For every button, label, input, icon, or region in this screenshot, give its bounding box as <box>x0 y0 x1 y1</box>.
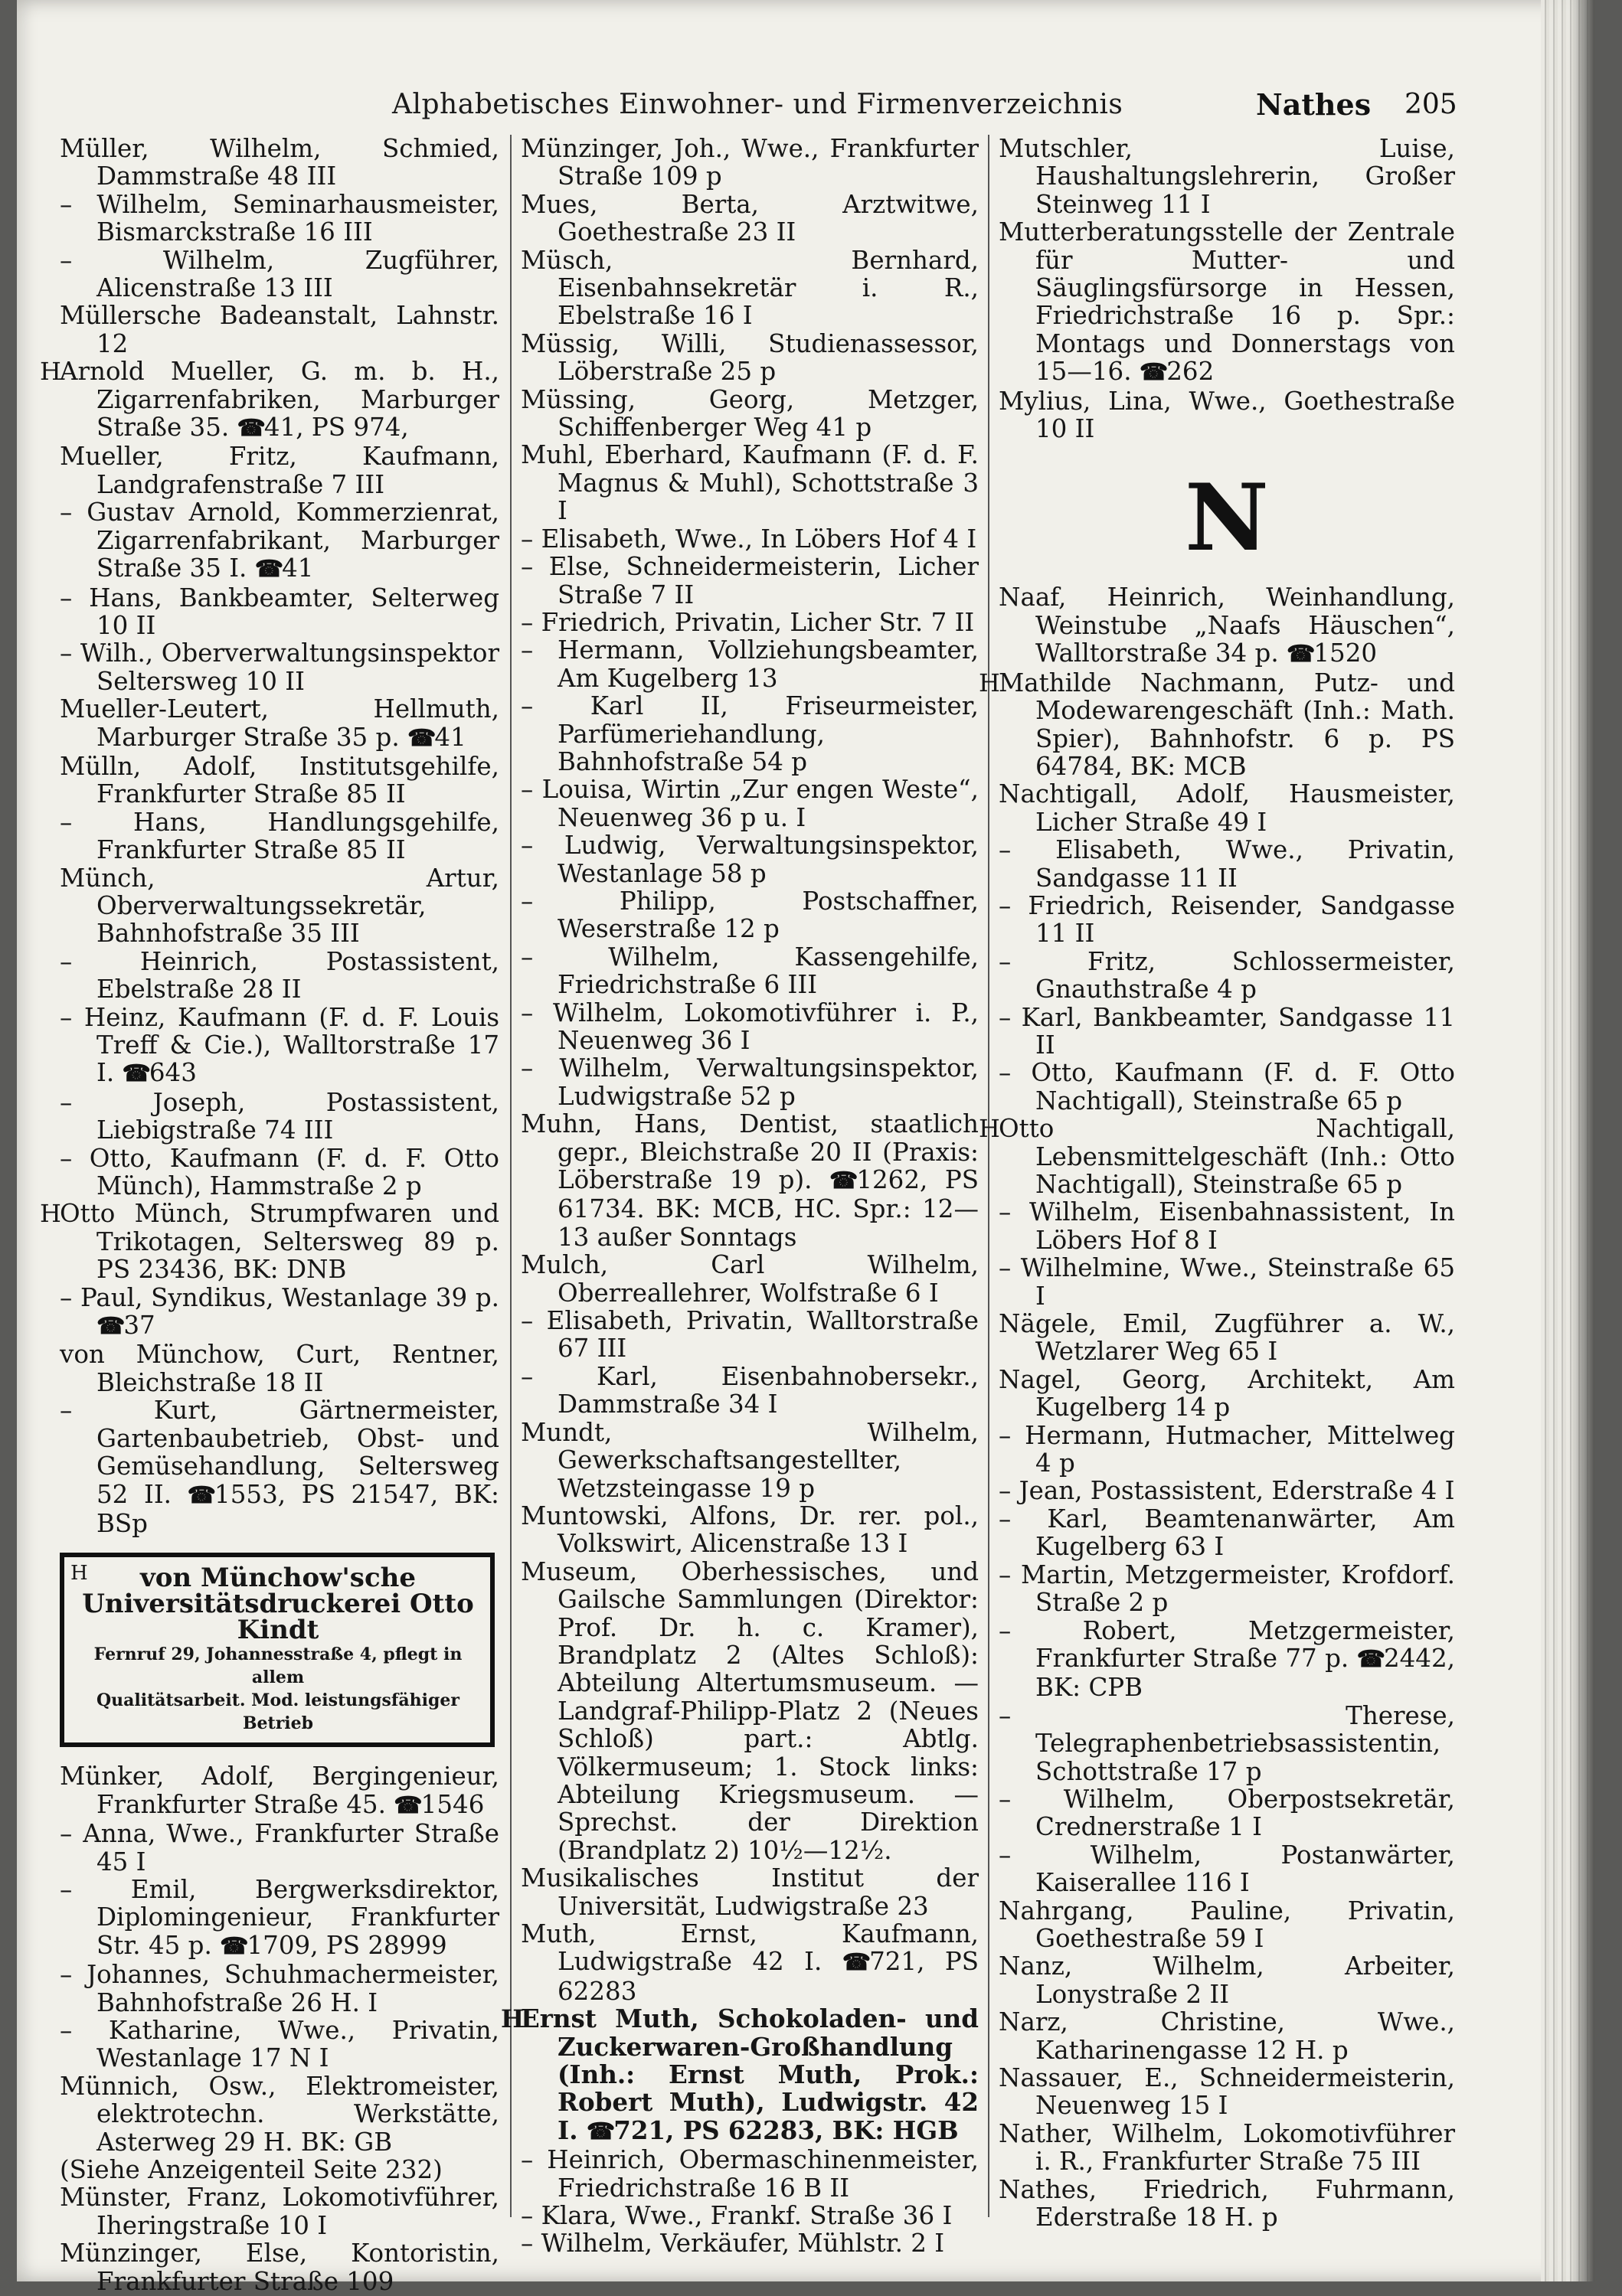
phone-number: 1262, PS 61734. BK: MCB, HC. Spr.: 12—13 außer Sonntags <box>558 1165 979 1252</box>
entry-text: Mutterberatungsstelle der Zentrale für Mutter- und Säuglingsfürsorge in Hessen, Friedrichstraße 16 p. Spr.: Montags und Donnerstags von 15—16. <box>999 217 1455 387</box>
phone-handset-icon: ☎ <box>1286 641 1314 668</box>
entry-text: – Klara, Wwe., Frankf. Straße 36 I <box>521 2201 953 2231</box>
entry-text: – Wilhelm, Oberpostsekretär, Crednerstraße 1 I <box>999 1784 1455 1842</box>
phone-handset-icon: ☎ <box>842 1949 870 1977</box>
directory-entry <box>521 441 979 524</box>
entry-text: – Hans, Handlungsgehilfe, Frankfurter Straße 85 II <box>60 807 499 865</box>
directory-entry <box>521 1920 979 2005</box>
directory-entry <box>521 2146 979 2202</box>
ad-marker: H <box>70 1562 88 1586</box>
phone-number: 1546 <box>420 1789 485 1819</box>
directory-entry <box>999 836 1455 892</box>
entry-text: – Philipp, Postschaffner, Weserstraße 12 p <box>521 886 979 944</box>
directory-entry <box>60 302 499 358</box>
directory-entry <box>999 1477 1455 1504</box>
entry-text: – Wilhelm, Seminarhausmeister, Bismarckstraße 16 III <box>60 189 499 247</box>
entry-text: – Karl II, Friseurmeister, Parfümeriehandlung, Bahnhofstraße 54 p <box>521 691 979 776</box>
directory-entry <box>60 498 499 583</box>
entry-text: – Heinrich, Postassistent, Ebelstraße 28 II <box>60 946 499 1004</box>
directory-entry <box>60 443 499 498</box>
directory-entry <box>999 1422 1455 1478</box>
phone-handset-icon: ☎ <box>254 556 283 583</box>
directory-entry <box>999 2064 1455 2120</box>
entry-text: Mues, Berta, Arztwitwe, Goethestraße 23 II <box>521 189 979 247</box>
entry-text: Mueller, Fritz, Kaufmann, Landgrafenstraße 7 III <box>60 442 499 499</box>
directory-entry <box>60 753 499 808</box>
directory-entry <box>60 1004 499 1089</box>
catchword: Nathes <box>1256 87 1372 122</box>
directory-entry <box>60 808 499 864</box>
entry-text: Müllersche Badeanstalt, Lahnstr. 12 <box>60 301 499 358</box>
phone-number: 41 <box>434 722 466 752</box>
directory-entry <box>999 1952 1455 2008</box>
entry-text: – Wilh., Oberverwaltungsinspektor Seltersweg 10 II <box>60 639 499 696</box>
directory-entry <box>60 247 499 302</box>
entry-text: Münch, Artur, Oberverwaltungssekretär, Bahnhofstraße 35 III <box>60 863 499 949</box>
directory-entry <box>999 583 1455 668</box>
house-owner-marker: H <box>979 1114 1000 1144</box>
phone-handset-icon: ☎ <box>394 1791 421 1819</box>
directory-entry <box>521 1558 979 1864</box>
directory-entry <box>521 887 979 943</box>
directory-entry <box>521 1307 979 1363</box>
column-rule-left <box>510 135 512 2217</box>
directory-entry <box>999 948 1455 1004</box>
house-owner-marker: H <box>501 2004 525 2034</box>
directory-entry <box>60 639 499 695</box>
directory-entry <box>521 247 979 330</box>
entry-text: Nahrgang, Pauline, Privatin, Goethestraße 59 I <box>999 1896 1455 1953</box>
entry-text: Nassauer, E., Schneidermeisterin, Neuenweg 15 I <box>999 2063 1455 2121</box>
entry-text: Müsch, Bernhard, Eisenbahnsekretär i. R., Ebelstraße 16 I <box>521 245 979 331</box>
ad-contact-line: Fernruf 29, Johannesstraße 4, pflegt in allem <box>93 1644 463 1688</box>
directory-entry <box>60 2239 499 2295</box>
directory-entry <box>999 780 1455 836</box>
entry-text: Musikalisches Institut der Universität, Ludwigstraße 23 <box>521 1863 979 1921</box>
entry-text: Münnich, Osw., Elektromeister, elektrotechn. Werkstätte, Asterweg 29 H. BK: GB <box>60 2071 499 2157</box>
phone-number: 2442, BK: CPB <box>1035 1643 1455 1703</box>
directory-entry <box>521 135 979 191</box>
directory-entry <box>999 1254 1455 1310</box>
directory-entry <box>40 357 499 443</box>
directory-entry <box>60 2156 499 2183</box>
column-middle <box>501 134 979 2258</box>
entry-text: Muhn, Hans, Dentist, staatlich gepr., Bleichstraße 20 II (Praxis: Löberstraße 19 p). <box>521 1109 979 1195</box>
phone-handset-icon: ☎ <box>96 1313 124 1341</box>
entry-text: – Gustav Arnold, Kommerzienrat, Zigarrenfabrikant, Marburger Straße 35 I. <box>60 498 499 583</box>
entry-text: Mylius, Lina, Wwe., Goethestraße 10 II <box>999 386 1455 444</box>
directory-entry <box>60 2017 499 2072</box>
directory-entry <box>521 831 979 887</box>
directory-entry <box>999 1785 1455 1841</box>
entry-text: Muth, Ernst, Kaufmann, Ludwigstraße 42 I. <box>521 1919 979 1977</box>
directory-entry <box>60 695 499 753</box>
directory-entry <box>999 1841 1455 1897</box>
entry-text: – Robert, Metzgermeister, Frankfurter Straße 77 p. <box>999 1615 1455 1673</box>
entry-text: – Elisabeth, Wwe., Privatin, Sandgasse 11 II <box>999 835 1455 893</box>
directory-entry <box>60 1341 499 1396</box>
directory-entry <box>979 1114 1455 1199</box>
directory-entry <box>521 2229 979 2257</box>
phone-number: 721, PS 62283 <box>558 1947 979 2006</box>
directory-entry <box>521 553 979 609</box>
phone-handset-icon: ☎ <box>237 415 264 443</box>
phone-handset-icon: ☎ <box>1356 1645 1384 1673</box>
directory-entry <box>999 1561 1455 1617</box>
directory-entry <box>979 668 1455 781</box>
directory-entry <box>60 1089 499 1145</box>
directory-entry <box>999 135 1455 218</box>
entry-text: – Hermann, Hutmacher, Mittelweg 4 p <box>999 1420 1455 1478</box>
directory-entry <box>521 943 979 999</box>
entry-text: Otto Münch, Strumpfwaren und Trikotagen, Seltersweg 89 p. PS 23436, BK: DNB <box>60 1199 499 1285</box>
directory-entry <box>521 609 979 636</box>
directory-entry <box>521 1054 979 1110</box>
directory-entry <box>60 1284 499 1341</box>
entry-text: Mathilde Nachmann, Putz- und Modewarengeschäft (Inh.: Math. Spier), Bahnhofstr. 6 p. PS 64784, BK: MCB <box>999 668 1455 781</box>
entry-text: – Anna, Wwe., Frankfurter Straße 45 I <box>60 1819 499 1876</box>
entry-text: – Wilhelm, Lokomotivführer i. P., Neuenweg 36 I <box>521 998 979 1055</box>
entry-text: Münzinger, Joh., Wwe., Frankfurter Straße 109 p <box>521 134 979 191</box>
phone-number: 643 <box>149 1058 197 1088</box>
house-owner-marker: H <box>40 1199 61 1229</box>
directory-entry <box>60 1961 499 2017</box>
entry-text: – Wilhelm, Verwaltungsinspektor, Ludwigstraße 52 p <box>521 1053 979 1111</box>
phone-handset-icon: ☎ <box>187 1481 215 1509</box>
entry-text: – Wilhelm, Zugführer, Alicenstraße 13 III <box>60 245 499 303</box>
entry-text: Müssig, Willi, Studienassessor, Löberstraße 25 p <box>521 328 979 387</box>
ad-company-name: Universitätsdruckerei Otto Kindt <box>82 1589 474 1646</box>
directory-entry <box>60 584 499 640</box>
directory-page <box>17 0 1594 2296</box>
directory-entry <box>60 2183 499 2239</box>
entry-text: – Martin, Metzgermeister, Krofdorf. Straße 2 p <box>999 1560 1455 1618</box>
directory-entry <box>60 1820 499 1876</box>
directory-entry <box>999 1505 1455 1561</box>
directory-entry <box>521 1110 979 1251</box>
directory-entry <box>60 948 499 1004</box>
entry-text: – Karl, Beamtenanwärter, Am Kugelberg 63 I <box>999 1504 1455 1562</box>
directory-entry <box>521 191 979 247</box>
entry-text: – Joseph, Postassistent, Liebigstraße 74 III <box>60 1087 499 1145</box>
phone-number: 41 <box>282 554 314 583</box>
ad-headline: von Münchow'sche <box>139 1563 417 1594</box>
phone-handset-icon: ☎ <box>122 1060 149 1088</box>
directory-entry <box>60 135 499 191</box>
directory-entry <box>60 191 499 247</box>
phone-handset-icon: ☎ <box>586 2118 614 2145</box>
entry-text: Mundt, Wilhelm, Gewerkschaftsangestellter, Wetzsteingasse 19 p <box>521 1417 979 1503</box>
entry-text: – Else, Schneidermeisterin, Licher Straße 7 II <box>521 552 979 609</box>
entry-text: von Münchow, Curt, Rentner, Bleichstraße 18 II <box>60 1340 499 1397</box>
entry-text: – Therese, Telegraphenbetriebsassistentin, Schottstraße 17 p <box>999 1700 1455 1786</box>
entry-text: – Wilhelm, Eisenbahnassistent, In Löbers Hof 8 I <box>999 1197 1455 1255</box>
entry-text: Otto Nachtigall, Lebensmittelgeschäft (Inh.: Otto Nachtigall), Steinstraße 65 p <box>999 1114 1455 1199</box>
directory-entry <box>521 692 979 776</box>
entry-text: – Hans, Bankbeamter, Selterweg 10 II <box>60 583 499 640</box>
entry-text: Muhl, Eberhard, Kaufmann (F. d. F. Magnus & Muhl), Schottstraße 3 I <box>521 440 979 526</box>
directory-entry <box>521 330 979 386</box>
directory-entry <box>521 776 979 831</box>
entry-text: Nägele, Emil, Zugführer a. W., Wetzlarer Weg 65 I <box>999 1309 1455 1367</box>
entry-text: – Heinrich, Obermaschinenmeister, Friedrichstraße 16 B II <box>521 2145 979 2203</box>
directory-entry <box>60 1762 499 1820</box>
entry-text: – Friedrich, Privatin, Licher Str. 7 II <box>521 607 975 637</box>
phone-handset-icon: ☎ <box>220 1932 247 1960</box>
column-left <box>40 134 499 2296</box>
phone-number: 37 <box>123 1311 155 1341</box>
entry-text: – Johannes, Schuhmachermeister, Bahnhofstraße 26 H. I <box>60 1960 499 2017</box>
entry-text: Münzinger, Else, Kontoristin, Frankfurter Straße 109 <box>60 2239 499 2296</box>
ad-tagline: Qualitätsarbeit. Mod. leistungsfähiger Betrieb <box>96 1690 459 1734</box>
entry-text: – Katharine, Wwe., Privatin, Westanlage 17 N I <box>60 2015 499 2073</box>
advertisement-box <box>60 1553 495 1747</box>
directory-entry <box>999 1004 1455 1060</box>
directory-entry <box>60 1876 499 1961</box>
directory-entry <box>60 1396 499 1537</box>
entry-text: – Otto, Kaufmann (F. d. F. Otto Münch), Hammstraße 2 p <box>60 1143 499 1201</box>
phone-handset-icon: ☎ <box>1139 359 1167 387</box>
entry-text: – Elisabeth, Privatin, Walltorstraße 67 III <box>521 1306 979 1364</box>
entry-text: Nanz, Wilhelm, Arbeiter, Lonystraße 2 II <box>999 1951 1455 2009</box>
entry-text: – Louisa, Wirtin „Zur engen Weste“, Neuenweg 36 p u. I <box>521 775 979 832</box>
directory-entry <box>999 892 1455 948</box>
column-right <box>979 134 1455 2232</box>
entry-text: Mutschler, Luise, Haushaltungslehrerin, Großer Steinweg 11 I <box>999 134 1455 219</box>
phone-number: 1520 <box>1313 639 1378 668</box>
entry-text: – Karl, Eisenbahnobersekr., Dammstraße 34 I <box>521 1361 979 1419</box>
entry-text: – Kurt, Gärtnermeister, Gartenbaubetrieb, Obst- und Gemüsehandlung, Seltersweg 52 II. <box>60 1396 499 1509</box>
entry-text: – Paul, Syndikus, Westanlage 39 p. <box>60 1282 499 1312</box>
entry-text: Museum, Oberhessisches, und Gailsche Sammlungen (Direktor: Prof. Dr. h. c. Kramer), Brandplatz 2 (Altes Schloß): Abteilung Altertumsmuseum. — Landgraf-Philipp-Platz 2 (Neues Schloß) part.: Abtlg. Völkermuseum; 1. Stock links: Abteilung Kriegsmuseum. — Sprechst. der Direktion (Brandplatz 2) 10½—12½. <box>521 1556 979 1865</box>
directory-entry <box>521 1502 979 1558</box>
phone-number: 1553, PS 21547, BK: BSp <box>96 1479 499 1538</box>
directory-entry <box>999 1198 1455 1254</box>
entry-text: Naaf, Heinrich, Weinhandlung, Weinstube „Naafs Häuschen“, Walltorstraße 34 p. <box>999 583 1455 668</box>
column-rule-right <box>988 135 989 2217</box>
entry-text: Mulch, Carl Wilhelm, Oberreallehrer, Wolfstraße 6 I <box>521 1250 979 1308</box>
entry-text: – Ludwig, Verwaltungsinspektor, Westanlage 58 p <box>521 831 979 888</box>
directory-entry <box>521 386 979 442</box>
entry-text: (Siehe Anzeigenteil Seite 232) <box>60 2155 443 2184</box>
entry-text: Nachtigall, Adolf, Hausmeister, Licher Straße 49 I <box>999 779 1455 837</box>
phone-handset-icon: ☎ <box>829 1168 857 1195</box>
entry-text: Nathes, Friedrich, Fuhrmann, Ederstraße 18 H. p <box>999 2174 1455 2232</box>
entry-text: – Karl, Bankbeamter, Sandgasse 11 II <box>999 1002 1455 1060</box>
directory-entry <box>60 864 499 948</box>
entry-text: Nagel, Georg, Architekt, Am Kugelberg 14 p <box>999 1364 1455 1422</box>
directory-entry <box>999 2008 1455 2064</box>
entry-text: – Hermann, Vollziehungsbeamter, Am Kugelberg 13 <box>521 635 979 693</box>
directory-entry <box>999 387 1455 443</box>
entry-text: Müller, Wilhelm, Schmied, Dammstraße 48 III <box>60 134 499 191</box>
phone-number: 41, PS 974, <box>263 413 409 443</box>
entry-text: – Friedrich, Reisender, Sandgasse 11 II <box>999 890 1455 949</box>
entry-text: Ernst Muth, Schokoladen- und Zuckerwaren-Großhandlung (Inh.: Ernst Muth, Prok.: Robert Muth), Ludwigstr. 42 I. <box>521 2004 979 2145</box>
entry-text: – Wilhelm, Postanwärter, Kaiserallee 116 I <box>999 1840 1455 1898</box>
directory-entry <box>999 1366 1455 1422</box>
entry-text: Müssing, Georg, Metzger, Schiffenberger Weg 41 p <box>521 384 979 443</box>
directory-entry <box>999 2120 1455 2176</box>
directory-entry <box>999 1310 1455 1366</box>
directory-entry <box>521 1864 979 1920</box>
entry-text: Narz, Christine, Wwe., Katharinengasse 12 H. p <box>999 2007 1455 2065</box>
entry-text: Münker, Adolf, Bergingenieur, Frankfurter Straße 45. <box>60 1762 499 1819</box>
directory-entry <box>60 1145 499 1200</box>
section-letter: N <box>1185 464 1269 573</box>
directory-entry <box>521 2202 979 2229</box>
phone-number: 721, PS 62283, BK: HGB <box>613 2115 959 2145</box>
entry-text: Muntowski, Alfons, Dr. rer. pol., Volkswirt, Alicenstraße 13 I <box>521 1501 979 1559</box>
directory-entry <box>521 999 979 1055</box>
entry-text: – Fritz, Schlossermeister, Gnauthstraße 4 p <box>999 946 1455 1004</box>
entry-text: – Elisabeth, Wwe., In Löbers Hof 4 I <box>521 524 977 554</box>
entry-text: – Wilhelm, Kassengehilfe, Friedrichstraße 6 III <box>521 942 979 1000</box>
directory-entry <box>501 2004 979 2146</box>
directory-entry <box>999 1702 1455 1785</box>
directory-entry <box>521 525 979 553</box>
entry-text: Mülln, Adolf, Institutsgehilfe, Frankfurter Straße 85 II <box>60 751 499 809</box>
page-number: 205 <box>1405 89 1457 120</box>
entry-text: – Otto, Kaufmann (F. d. F. Otto Nachtigall), Steinstraße 65 p <box>999 1058 1455 1115</box>
house-owner-marker: H <box>979 668 1000 697</box>
directory-entry <box>999 1617 1455 1702</box>
directory-entry <box>521 1419 979 1502</box>
house-owner-marker: H <box>40 357 61 387</box>
directory-entry <box>999 2176 1455 2232</box>
directory-entry <box>40 1199 499 1285</box>
phone-number: 1709, PS 28999 <box>247 1930 447 1960</box>
entry-text: – Wilhelmine, Wwe., Steinstraße 65 I <box>999 1253 1455 1311</box>
entry-text: – Wilhelm, Verkäufer, Mühlstr. 2 I <box>521 2229 945 2258</box>
entry-text: Arnold Mueller, G. m. b. H., Zigarrenfabriken, Marburger Straße 35. <box>60 357 499 443</box>
phone-number: 262 <box>1166 357 1215 387</box>
entry-text: – Heinz, Kaufmann (F. d. F. Louis Treff & Cie.), Walltorstraße 17 I. <box>60 1002 499 1088</box>
directory-entry <box>60 2072 499 2156</box>
phone-handset-icon: ☎ <box>407 724 435 752</box>
running-header-title: Alphabetisches Einwohner- und Firmenverzeichnis <box>392 89 1123 120</box>
directory-entry <box>999 1059 1455 1115</box>
directory-entry <box>999 1897 1455 1953</box>
entry-text: Mueller-Leutert, Hellmuth, Marburger Straße 35 p. <box>60 694 499 752</box>
entry-text: Nather, Wilhelm, Lokomotivführer i. R., Frankfurter Straße 75 III <box>999 2118 1455 2177</box>
entry-text: – Jean, Postassistent, Ederstraße 4 I <box>999 1476 1455 1506</box>
page-edge-shadow <box>1571 0 1594 2281</box>
directory-entry <box>521 1363 979 1419</box>
directory-entry <box>521 636 979 692</box>
directory-entry <box>999 218 1455 387</box>
entry-text: Münster, Franz, Lokomotivführer, Iheringstraße 10 I <box>60 2183 499 2240</box>
directory-entry <box>521 1251 979 1307</box>
entry-text: – Emil, Bergwerksdirektor, Diplomingenieur, Frankfurter Str. 45 p. <box>60 1874 499 1960</box>
